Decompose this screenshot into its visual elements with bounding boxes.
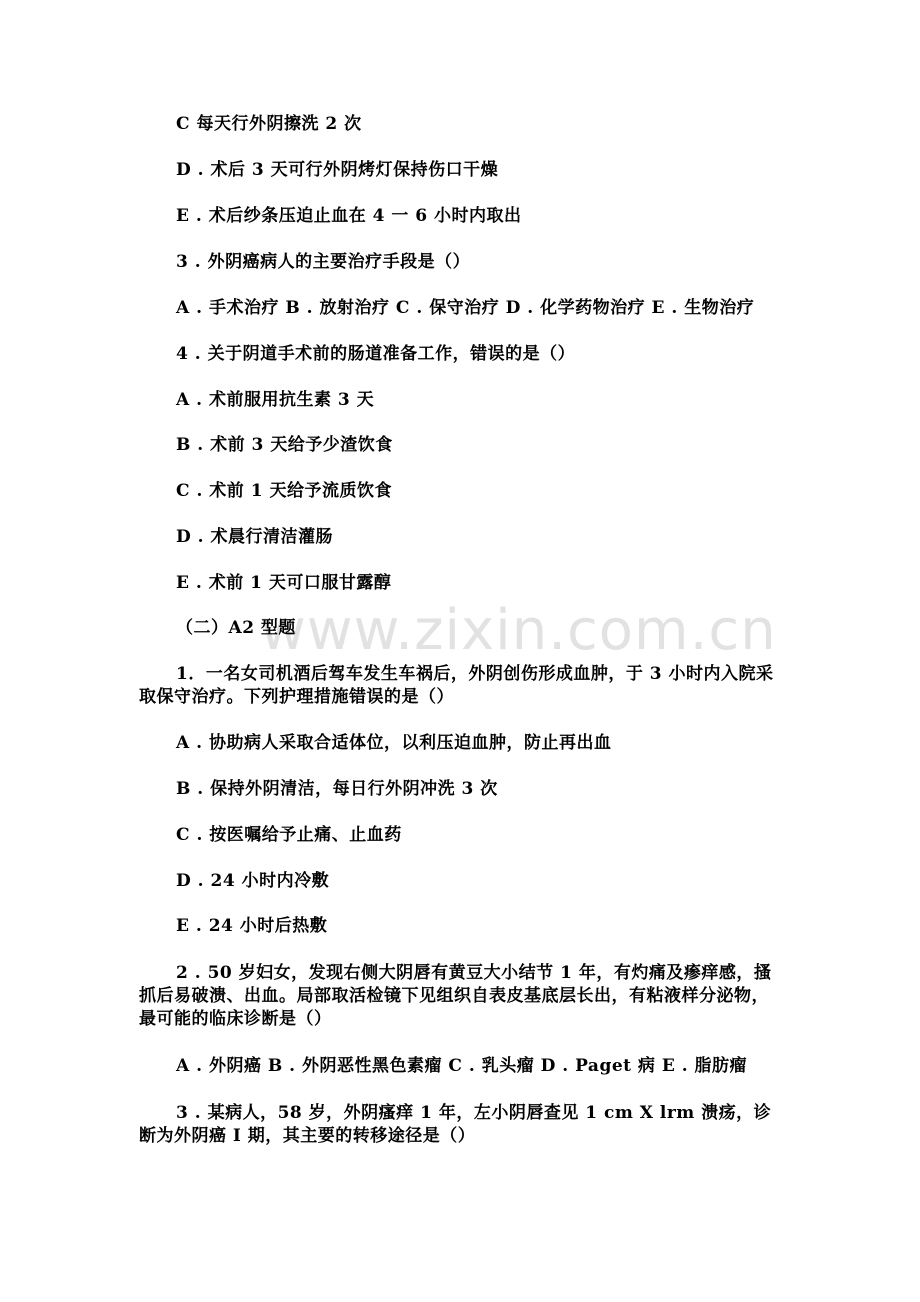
question-4-option-a: A . 术前服用抗生素 3 天 (176, 390, 375, 410)
option-c-wash: C 每天行外阴擦洗 2 次 (176, 114, 362, 134)
a2-q1-option-b: B . 保持外阴清洁，每日行外阴冲洗 3 次 (176, 779, 498, 799)
question-4-title: 4 . 关于阴道手术前的肠道准备工作，错误的是（） (176, 344, 576, 364)
option-d-heat-lamp: D . 术后 3 天可行外阴烤灯保持伤口干燥 (176, 160, 499, 180)
a2-q1-option-c: C . 按医嘱给予止痛、止血药 (176, 825, 402, 845)
watermark: www.zixin.com.cn (260, 598, 777, 663)
a2-question-1-text: 1．一名女司机酒后驾车发生车祸后，外阴创伤形成血肿，于 3 小时内入院采取保守治疗。下列护理措施错误的是（） (139, 664, 774, 707)
question-4-option-d: D . 术晨行清洁灌肠 (176, 527, 333, 547)
a2-q1-option-d: D . 24 小时内冷敷 (176, 871, 330, 891)
question-3-title: 3 . 外阴癌病人的主要治疗手段是（） (176, 252, 471, 272)
a2-q2-options: A . 外阴癌 B . 外阴恶性黑色素瘤 C . 乳头瘤 D . Paget 病 E . 脂肪瘤 (176, 1056, 748, 1076)
question-4-option-e: E . 术前 1 天可口服甘露醇 (176, 573, 392, 593)
a2-q1-option-e: E . 24 小时后热敷 (176, 916, 328, 936)
section-heading-a2: （二）A2 型题 (176, 618, 296, 638)
a2-question-3-text: 3 . 某病人，58 岁，外阴瘙痒 1 年，左小阴唇查见 1 cm X lrm 溃疡，诊断为外阴癌 I 期，其主要的转移途径是（） (139, 1103, 772, 1146)
question-3-options: A . 手术治疗 B . 放射治疗 C . 保守治疗 D . 化学药物治疗 E . 生物治疗 (176, 298, 755, 318)
question-4-option-c: C . 术前 1 天给予流质饮食 (176, 481, 392, 501)
option-e-gauze: E . 术后纱条压迫止血在 4 一 6 小时内取出 (176, 206, 522, 226)
a2-q1-option-a: A . 协助病人采取合适体位，以利压迫血肿，防止再出血 (176, 733, 612, 753)
a2-question-2-text: 2 . 50 岁妇女，发现右侧大阴唇有黄豆大小结节 1 年，有灼痛及瘆痒感，搔抓后易破溃、出血。局部取活检镜下见组织自表皮基底层长出，有粘液样分泌物，最可能的临床诊断是（） (139, 963, 772, 1029)
question-4-option-b: B . 术前 3 天给予少渣饮食 (176, 435, 393, 455)
